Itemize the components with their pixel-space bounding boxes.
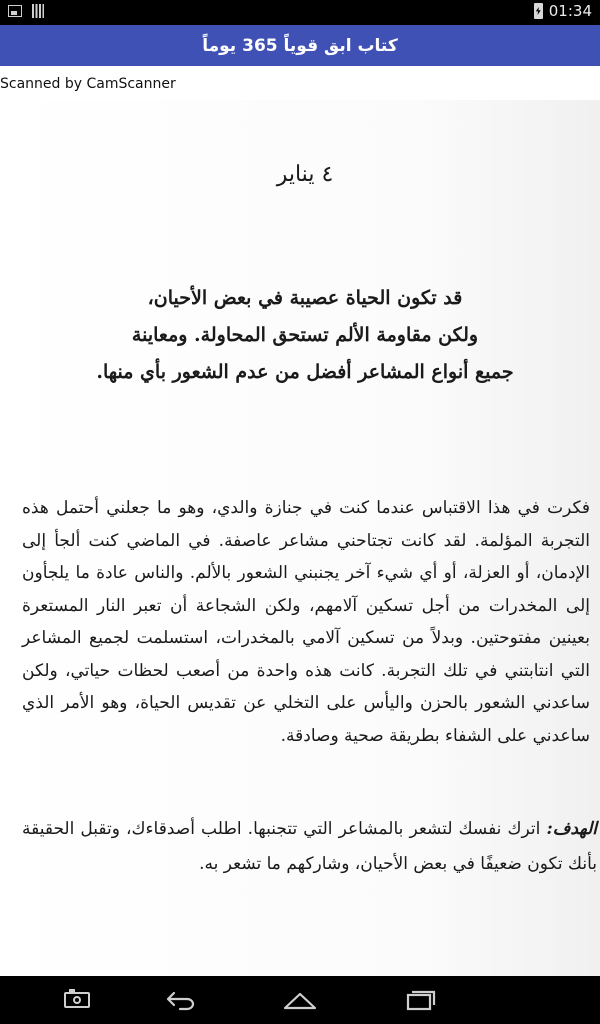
quote-line: ولكن مقاومة الألم تستحق المحاولة. ومعاينة — [131, 324, 479, 346]
app-title: كتاب ابق قوياً 365 يوماً — [202, 35, 398, 56]
barcode-notification-icon — [32, 4, 44, 18]
app-bar — [0, 25, 600, 66]
quote — [60, 280, 550, 391]
navigation-bar — [0, 976, 600, 1024]
notification-icons — [8, 5, 44, 18]
status-bar — [0, 0, 600, 25]
quote-line: جميع أنواع المشاعر أفضل من عدم الشعور بأي منها. — [96, 361, 514, 383]
goal-label: الهدف: — [546, 819, 597, 839]
goal-paragraph — [22, 812, 597, 882]
goal-text: اترك نفسك لتشعر بالمشاعر التي تتجنبها. اطلب أصدقاءك، وتقبل الحقيقة بأنك تكون ضعيفًا في بعض الأحيان، وشاركهم ما تشعر به. — [22, 819, 597, 874]
battery-charging-icon — [534, 3, 543, 19]
clock: 01:34 — [548, 2, 592, 20]
recents-icon — [400, 986, 440, 1014]
image-notification-icon — [8, 5, 22, 17]
home-icon — [280, 986, 320, 1014]
body-paragraph: فكرت في هذا الاقتباس عندما كنت في جنازة والدي، وهو ما جعلني أحتمل هذه التجربة المؤلمة. لقد كانت تجتاحني مشاعر عاصفة. في الماضي كنت ألجأ إلى الإدمان، أو العزلة، أو أي شيء آخر يجنبني الشعور بالألم. والناس عادة ما يلجأون إلى المخدرات من أجل تسكين آلامهم، ولكن الشجاعة أن تعبر النار المستعرة بعينين مفتوحتين. وبدلاً من تسكين آلامي بالمخدرات، استسلمت لجميع المشاعر التي انتابتني في تلك التجربة. كانت هذه واحدة من أصعب لحظات حياتي، ولكن ساعدني الشعور بالحزن واليأس على التخلي عن تقديس الحياة، وهو الأمر الذي ساعدني على الشفاء بطريقة صحية وصادقة. — [22, 498, 590, 746]
back-arrow-icon — [160, 986, 200, 1014]
status-right — [534, 2, 592, 20]
screenshot-button[interactable] — [57, 986, 97, 1014]
quote-line: قد تكون الحياة عصيبة في بعض الأحيان، — [147, 287, 463, 309]
recents-button[interactable] — [400, 986, 440, 1014]
scanned-page[interactable] — [0, 100, 600, 976]
scan-credit: Scanned by CamScanner — [0, 76, 176, 92]
camera-icon — [64, 992, 90, 1008]
date-heading: ٤ يناير — [276, 162, 334, 187]
back-button[interactable] — [160, 986, 200, 1014]
home-button[interactable] — [280, 986, 320, 1014]
